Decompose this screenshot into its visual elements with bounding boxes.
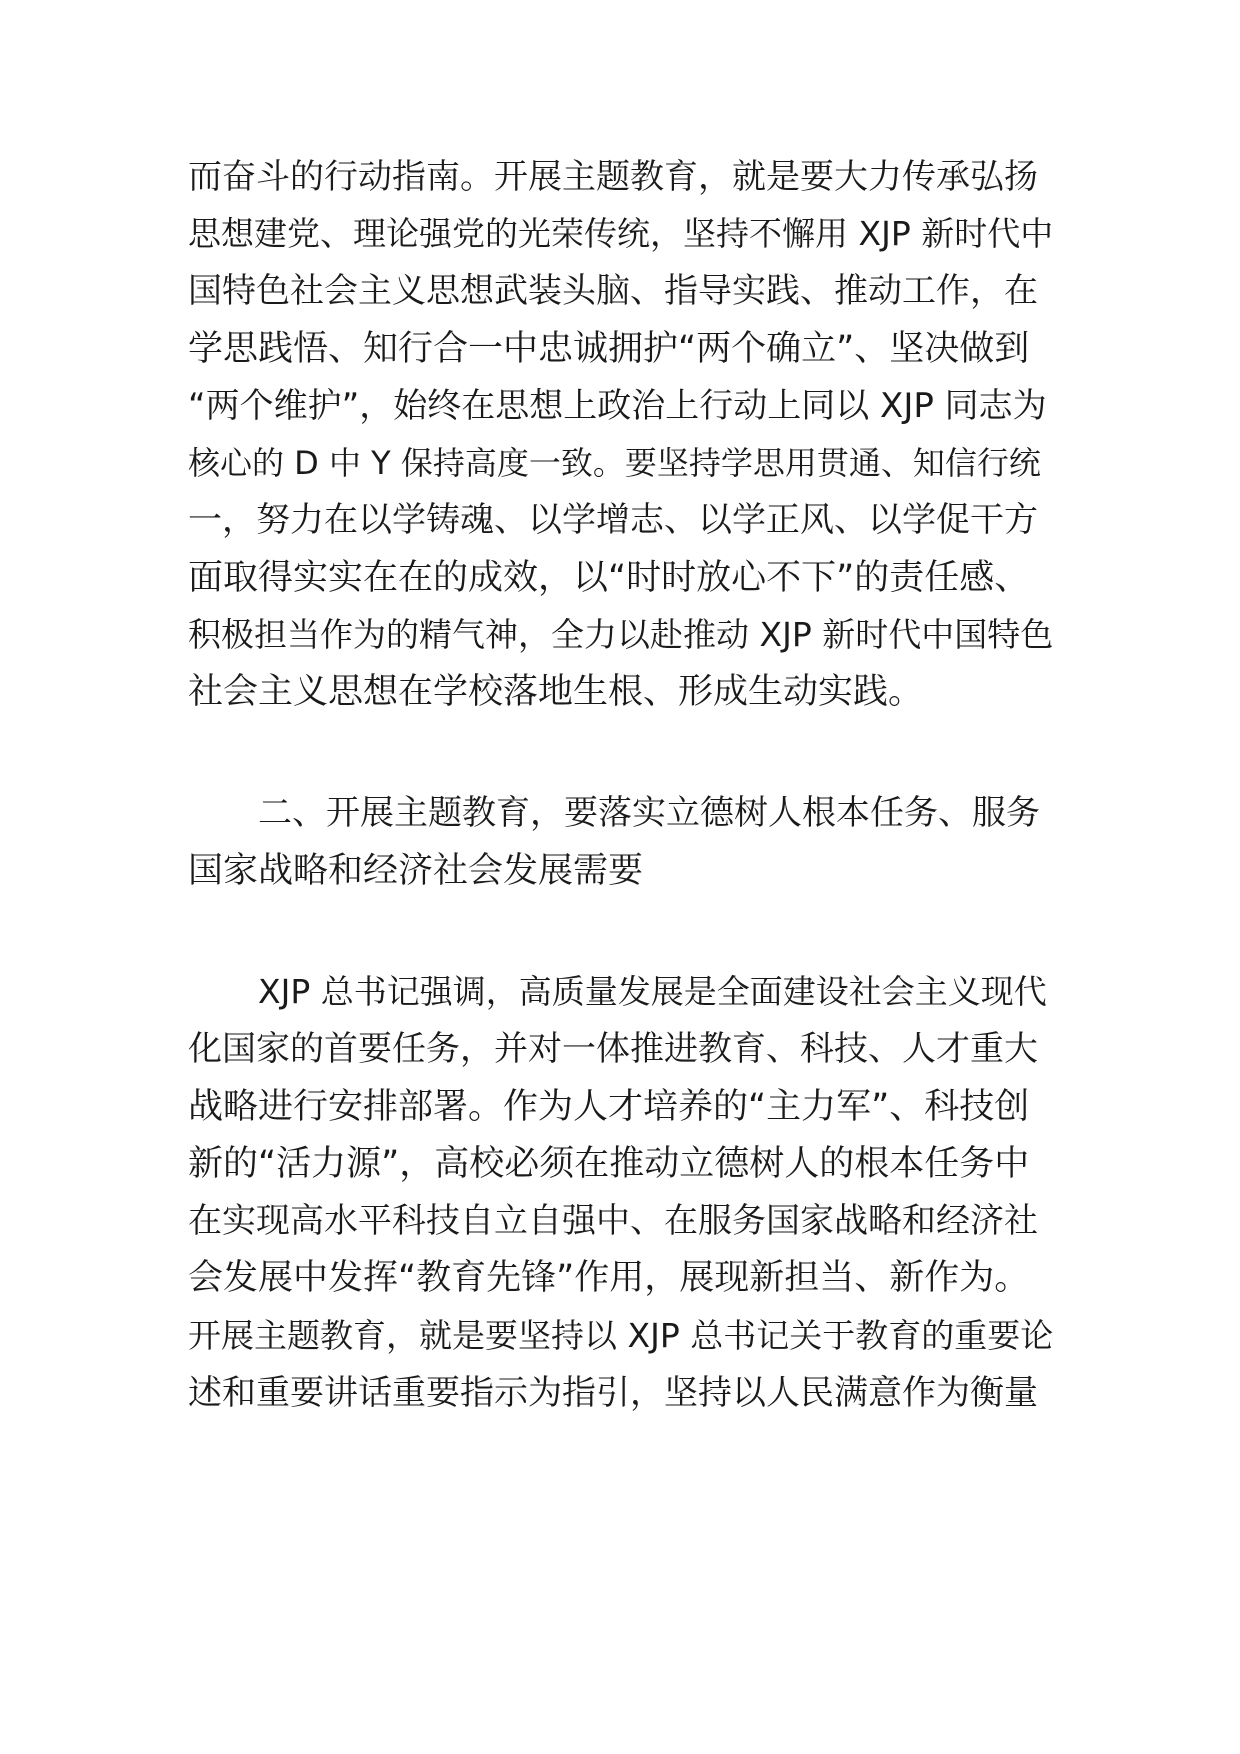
text-line: 在实现高水平科技自立自强中、在服务国家战略和经济社 — [188, 1201, 1038, 1241]
text-line: 战略进行安排部署。作为人才培养的“主力军”、科技创 — [188, 1087, 1030, 1127]
text-line: 核心的 D 中 Y 保持高度一致。要坚持学思用贯通、知信行统 — [188, 444, 1041, 482]
text-line: 思想建党、理论强党的光荣传统，坚持不懈用 XJP 新时代中 — [188, 214, 1054, 253]
text-line: “两个维护”，始终在思想上政治上行动上同以 XJP 同志为 — [188, 386, 1047, 426]
text-line: 学思践悟、知行合一中忠诚拥护“两个确立”、坚决做到 — [188, 329, 1030, 369]
text-line: 国特色社会主义思想武装头脑、指导实践、推动工作，在 — [188, 271, 1038, 311]
text-line: 化国家的首要任务，并对一体推进教育、科技、人才重大 — [188, 1029, 1038, 1069]
text-line: 一，努力在以学铸魂、以学增志、以学正风、以学促干方 — [188, 500, 1038, 540]
text-line: 面取得实实在在的成效，以“时时放心不下”的责任感、 — [188, 558, 1030, 598]
text-line: 会发展中发挥“教育先锋”作用，展现新担当、新作为。 — [188, 1258, 1030, 1298]
text-line: 积极担当作为的精气神，全力以赴推动 XJP 新时代中国特色 — [188, 615, 1054, 654]
text-line: XJP 总书记强调，高质量发展是全面建设社会主义现代 — [258, 972, 1047, 1011]
text-line: 新的“活力源”，高校必须在推动立德树人的根本任务中 — [188, 1144, 1030, 1184]
heading-line: 二、开展主题教育，要落实立德树人根本任务、服务 — [258, 793, 1040, 833]
text-line: 社会主义思想在学校落地生根、形成生动实践。 — [188, 672, 924, 712]
text-line: 述和重要讲话重要指示为指引，坚持以人民满意作为衡量 — [188, 1373, 1038, 1413]
text-line: 开展主题教育，就是要坚持以 XJP 总书记关于教育的重要论 — [188, 1316, 1054, 1355]
heading-line: 国家战略和经济社会发展需要 — [188, 851, 644, 891]
text-line: 而奋斗的行动指南。开展主题教育，就是要大力传承弘扬 — [188, 157, 1038, 197]
